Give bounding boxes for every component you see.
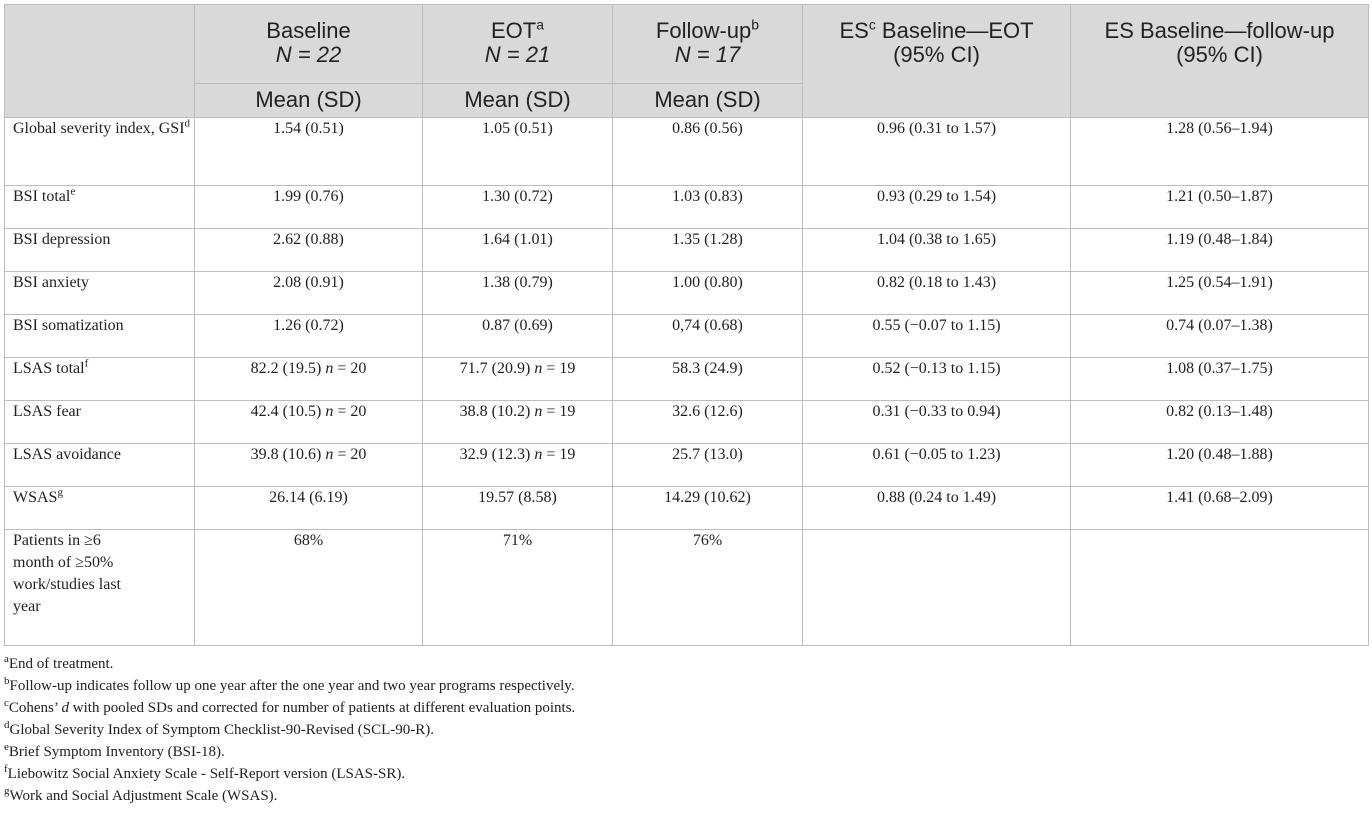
cell-es-baseline-followup: 1.19 (0.48–1.84) xyxy=(1071,229,1369,272)
header-es2-title: ES Baseline—follow-up xyxy=(1104,18,1335,43)
cell-baseline: 2.08 (0.91) xyxy=(195,272,423,315)
row-label: BSI anxiety xyxy=(5,272,195,315)
cell-eot: 1.38 (0.79) xyxy=(423,272,613,315)
cell-baseline: 1.99 (0.76) xyxy=(195,186,423,229)
cell-baseline: 26.14 (6.19) xyxy=(195,487,423,530)
cell-es-baseline-eot xyxy=(803,530,1071,646)
row-label: LSAS avoidance xyxy=(5,444,195,487)
header-empty-cell xyxy=(5,5,195,118)
cell-followup: 0,74 (0.68) xyxy=(613,315,803,358)
cell-baseline: 2.62 (0.88) xyxy=(195,229,423,272)
cell-followup: 1.03 (0.83) xyxy=(613,186,803,229)
cell-es-baseline-followup: 1.08 (0.37–1.75) xyxy=(1071,358,1369,401)
cell-es-baseline-eot: 0.52 (−0.13 to 1.15) xyxy=(803,358,1071,401)
row-label: Patients in ≥6 month of ≥50% work/studies last year xyxy=(5,530,195,646)
footnote: $^f$Liebowitz Social Anxiety Scale - Self-Report version (LSAS-SR). xyxy=(4,763,406,782)
row-label: BSI depression xyxy=(5,229,195,272)
cell-eot: 38.8 (10.2) n = 19 xyxy=(423,401,613,444)
cell-eot: 19.57 (8.58) xyxy=(423,487,613,530)
header-eot-sub: Mean (SD) xyxy=(423,84,613,118)
header-followup-n: N = 17 xyxy=(674,42,741,67)
table-container xyxy=(4,4,1368,807)
cell-es-baseline-followup xyxy=(1071,530,1369,646)
cell-eot: 0.87 (0.69) xyxy=(423,315,613,358)
row-label: Global severity index, GSI$^d$ xyxy=(5,118,195,186)
footnote: $^g$Work and Social Adjustment Scale (WSAS). xyxy=(4,785,278,804)
header-followup-sub: Mean (SD) xyxy=(613,84,803,118)
cell-followup: 1.00 (0.80) xyxy=(613,272,803,315)
table-row xyxy=(5,444,1369,487)
table-row xyxy=(5,272,1369,315)
table-row xyxy=(5,487,1369,530)
header-eot-sup: a xyxy=(536,16,545,33)
table-row xyxy=(5,358,1369,401)
cell-baseline: 39.8 (10.6) n = 20 xyxy=(195,444,423,487)
header-baseline-n: N = 22 xyxy=(275,42,342,67)
header-es2-ci: (95% CI) xyxy=(1176,42,1263,67)
cell-eot: 71.7 (20.9) n = 19 xyxy=(423,358,613,401)
header-es1-ci: (95% CI) xyxy=(893,42,980,67)
row-label: LSAS fear xyxy=(5,401,195,444)
row-label: WSAS$^g$ xyxy=(5,487,195,530)
cell-es-baseline-followup: 1.21 (0.50–1.87) xyxy=(1071,186,1369,229)
cell-es-baseline-eot: 0.88 (0.24 to 1.49) xyxy=(803,487,1071,530)
header-es-baseline-eot xyxy=(803,5,1071,118)
row-label: BSI total$^e$ xyxy=(5,186,195,229)
row-label: BSI somatization xyxy=(5,315,195,358)
header-es1-post: Baseline—EOT xyxy=(875,18,1034,43)
table-row xyxy=(5,229,1369,272)
cell-es-baseline-eot: 0.82 (0.18 to 1.43) xyxy=(803,272,1071,315)
header-followup xyxy=(613,5,803,84)
cell-es-baseline-followup: 1.25 (0.54–1.91) xyxy=(1071,272,1369,315)
header-followup-sup: b xyxy=(751,16,760,33)
header-eot xyxy=(423,5,613,84)
cell-eot: 1.05 (0.51) xyxy=(423,118,613,186)
cell-baseline: 1.26 (0.72) xyxy=(195,315,423,358)
footnote: $^d$Global Severity Index of Symptom Checklist-90-Revised (SCL-90-R). xyxy=(4,719,435,738)
cell-followup: 0.86 (0.56) xyxy=(613,118,803,186)
row-label: LSAS total$^f$ xyxy=(5,358,195,401)
cell-eot: 1.64 (1.01) xyxy=(423,229,613,272)
cell-followup: 14.29 (10.62) xyxy=(613,487,803,530)
footnote: $^c$Cohens’ d with pooled SDs and corrected for number of patients at different evaluation points. xyxy=(4,697,576,716)
header-baseline-sub: Mean (SD) xyxy=(195,84,423,118)
footnote: $^b$Follow-up indicates follow up one year after the one year and two year programs respectively. xyxy=(4,675,575,694)
table-row xyxy=(5,186,1369,229)
cell-eot: 71% xyxy=(423,530,613,646)
header-eot-n: N = 21 xyxy=(484,42,551,67)
cell-baseline: 68% xyxy=(195,530,423,646)
table-row xyxy=(5,315,1369,358)
table-row xyxy=(5,530,1369,646)
cell-eot: 1.30 (0.72) xyxy=(423,186,613,229)
cell-es-baseline-followup: 0.74 (0.07–1.38) xyxy=(1071,315,1369,358)
header-baseline-title: Baseline xyxy=(266,18,351,43)
header-es-baseline-followup xyxy=(1071,5,1369,118)
cell-followup: 1.35 (1.28) xyxy=(613,229,803,272)
header-eot-title: EOT xyxy=(490,18,537,43)
cell-es-baseline-followup: 0.82 (0.13–1.48) xyxy=(1071,401,1369,444)
cell-es-baseline-followup: 1.28 (0.56–1.94) xyxy=(1071,118,1369,186)
results-table xyxy=(4,4,1369,646)
header-baseline xyxy=(195,5,423,84)
cell-es-baseline-eot: 0.31 (−0.33 to 0.94) xyxy=(803,401,1071,444)
cell-baseline: 42.4 (10.5) n = 20 xyxy=(195,401,423,444)
header-followup-title: Follow-up xyxy=(655,18,752,43)
cell-baseline: 1.54 (0.51) xyxy=(195,118,423,186)
cell-followup: 58.3 (24.9) xyxy=(613,358,803,401)
cell-eot: 32.9 (12.3) n = 19 xyxy=(423,444,613,487)
cell-followup: 76% xyxy=(613,530,803,646)
footnotes xyxy=(4,653,1368,807)
cell-followup: 25.7 (13.0) xyxy=(613,444,803,487)
footnote: $^a$End of treatment. xyxy=(4,653,114,672)
cell-es-baseline-eot: 1.04 (0.38 to 1.65) xyxy=(803,229,1071,272)
cell-baseline: 82.2 (19.5) n = 20 xyxy=(195,358,423,401)
header-es1-sup: c xyxy=(868,16,876,33)
footnote: $^e$Brief Symptom Inventory (BSI-18). xyxy=(4,741,225,760)
cell-es-baseline-eot: 0.96 (0.31 to 1.57) xyxy=(803,118,1071,186)
cell-followup: 32.6 (12.6) xyxy=(613,401,803,444)
cell-es-baseline-eot: 0.93 (0.29 to 1.54) xyxy=(803,186,1071,229)
table-row xyxy=(5,401,1369,444)
header-es1-pre: ES xyxy=(839,18,869,43)
cell-es-baseline-eot: 0.55 (−0.07 to 1.15) xyxy=(803,315,1071,358)
cell-es-baseline-followup: 1.41 (0.68–2.09) xyxy=(1071,487,1369,530)
table-row xyxy=(5,118,1369,186)
cell-es-baseline-eot: 0.61 (−0.05 to 1.23) xyxy=(803,444,1071,487)
cell-es-baseline-followup: 1.20 (0.48–1.88) xyxy=(1071,444,1369,487)
